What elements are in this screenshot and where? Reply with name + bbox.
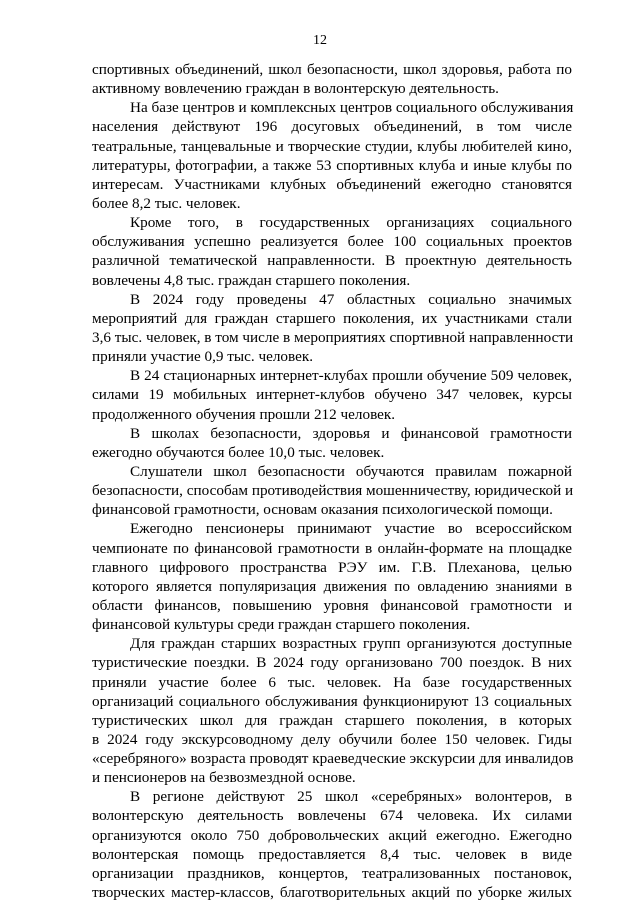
text-line: В регионе действуют 25 школ «серебряных» волонтеров, в (130, 788, 572, 806)
paragraph (92, 213, 572, 290)
paragraph (92, 424, 572, 462)
text-line: чемпионате по финансовой грамотности в онлайн-формате на площадке (92, 539, 572, 557)
paragraph (92, 519, 572, 634)
text-line: литературы, фотографии, а также 53 спортивных клуба и иные клубы по (92, 156, 572, 174)
text-line: В школах безопасности, здоровья и финансовой грамотности (130, 424, 572, 442)
paragraph (92, 634, 572, 787)
text-line: главного цифрового пространства РЭУ им. Г.В. Плеханова, целью (92, 558, 572, 576)
text-line: В 2024 году проведены 47 областных социально значимых (130, 290, 572, 308)
text-line: финансовой культуры среди граждан старшего поколения. (92, 616, 471, 634)
text-line: силами 19 мобильных интернет-клубов обучено 347 человек, курсы (92, 386, 572, 404)
paragraph (92, 787, 572, 902)
paragraph (92, 290, 572, 367)
text-line: обслуживания успешно реализуется более 100 социальных проектов (92, 233, 572, 251)
text-line: ежегодно обучаются более 10,0 тыс. человек. (92, 443, 385, 461)
text-line: вовлечены 4,8 тыс. граждан старшего поколения. (92, 271, 411, 289)
text-line: безопасности, способам противодействия мошенничеству, юридической и (92, 482, 574, 500)
text-line: приняли участие более 6 тыс. человек. На базе государственных (92, 673, 572, 691)
document-body (92, 60, 572, 902)
text-line: Кроме того, в государственных организациях социального (130, 214, 572, 232)
text-line: театральные, танцевальные и творческие студии, клубы любителей кино, (92, 137, 572, 155)
text-line: Для граждан старших возрастных групп организуются доступные (130, 635, 572, 653)
text-line: финансовой грамотности, основам оказания психологической помощи. (92, 501, 553, 519)
text-line: На базе центров и комплексных центров социального обслуживания (130, 99, 574, 117)
text-line: активному вовлечению граждан в волонтерскую деятельность. (92, 80, 499, 98)
text-line: «серебряного» возраста проводят краеведческие экскурсии для инвалидов (92, 750, 574, 768)
text-line: туристических школ для граждан старшего поколения, в которых (92, 711, 572, 729)
text-line: Ежегодно пенсионеры принимают участие во всероссийском (130, 520, 572, 538)
paragraph (92, 98, 572, 213)
text-line: творческих мастер-классов, благотворительных акций по уборке жилых (92, 884, 572, 902)
text-line: мероприятий для граждан старшего поколения, их участниками стали (92, 309, 572, 327)
paragraph (92, 366, 572, 423)
text-line: продолженного обучения прошли 212 человек. (92, 405, 396, 423)
text-line: области финансов, повышению уровня финансовой грамотности и (92, 596, 572, 614)
text-line: Слушатели школ безопасности обучаются правилам пожарной (130, 462, 572, 480)
text-line: организации праздников, концертов, театрализованных постановок, (92, 864, 572, 882)
text-line: волонтерскую деятельность вовлечены 674 человека. Их силами (92, 807, 572, 825)
text-line: 3,6 тыс. человек, в том числе в мероприятиях спортивной направленности (92, 328, 574, 346)
text-line: В 24 стационарных интернет-клубах прошли обучение 509 человек, (130, 367, 572, 385)
text-line: организаций социального обслуживания функционируют 13 социальных (92, 692, 572, 710)
text-line: туристические поездки. В 2024 году организовано 700 поездок. В них (92, 654, 572, 672)
text-line: населения действуют 196 досуговых объединений, в том числе (92, 118, 572, 136)
paragraph (92, 60, 572, 98)
text-line: приняли участие 0,9 тыс. человек. (92, 348, 313, 366)
text-line: которого является популяризация движения по овладению знаниями в (92, 577, 572, 595)
text-line: организуются около 750 добровольческих акций ежегодно. Ежегодно (92, 826, 572, 844)
paragraph (92, 462, 572, 519)
text-line: интересам. Участниками клубных объединений ежегодно становятся (92, 175, 572, 193)
text-line: волонтерская помощь предоставляется 8,4 тыс. человек в виде (92, 845, 572, 863)
text-line: и пенсионеров на безвозмездной основе. (92, 769, 356, 787)
text-line: различной тематической направленности. В проектную деятельность (92, 252, 572, 270)
text-line: спортивных объединений, школ безопасности, школ здоровья, работа по (92, 61, 572, 78)
text-line: более 8,2 тыс. человек. (92, 194, 241, 212)
page-number: 12 (313, 33, 327, 48)
text-line: в 2024 году экскурсоводному делу обучили более 150 человек. Гиды (92, 730, 572, 748)
